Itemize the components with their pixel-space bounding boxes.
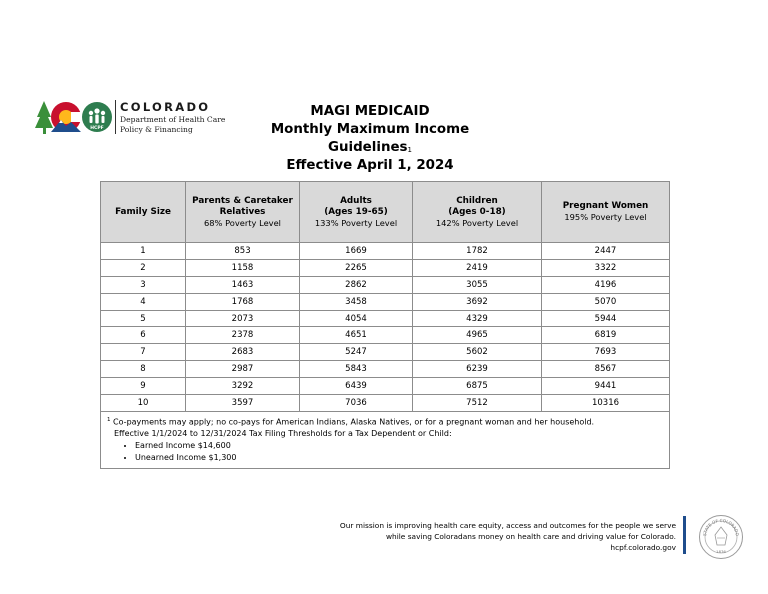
- table-row: [101, 395, 670, 412]
- table-header-row: [101, 182, 670, 243]
- cell-adults: 4054: [300, 310, 413, 327]
- cell-adults: 4651: [300, 327, 413, 344]
- cell-parents: 2073: [186, 310, 300, 327]
- cell-family-size: 3: [101, 276, 186, 293]
- seal-text: STATE OF COLORADO: [702, 517, 741, 537]
- table-row: [101, 327, 670, 344]
- cell-family-size: 1: [101, 243, 186, 260]
- title-line-2-text: Monthly Maximum Income Guidelines: [270, 122, 470, 155]
- cell-family-size: 4: [101, 293, 186, 310]
- cell-children: 6875: [413, 378, 542, 395]
- title-line-3: Effective April 1, 2024: [286, 158, 454, 173]
- threshold-list: [107, 440, 665, 464]
- cell-children: 4965: [413, 327, 542, 344]
- cell-children: 1782: [413, 243, 542, 260]
- col-parents-caretakers: [186, 182, 300, 243]
- cell-adults: 5247: [300, 344, 413, 361]
- table-row: [101, 361, 670, 378]
- cell-adults: 5843: [300, 361, 413, 378]
- org-name: COLORADO: [120, 100, 211, 114]
- col-adults-subtitle: (Ages 19-65): [324, 206, 388, 217]
- col-pregnant-title: Pregnant Women: [562, 201, 649, 211]
- department-line-1: Department of Health Care: [120, 115, 226, 124]
- list-item: • Earned Income $14,600: [135, 440, 665, 452]
- colorado-logo-icon: [35, 98, 115, 138]
- cell-family-size: 7: [101, 344, 186, 361]
- cell-family-size: 8: [101, 361, 186, 378]
- footnote-text: [107, 415, 665, 428]
- cell-family-size: 5: [101, 310, 186, 327]
- cell-adults: 3458: [300, 293, 413, 310]
- cell-children: 6239: [413, 361, 542, 378]
- footer-accent-bar: [683, 516, 686, 554]
- cell-pregnant: 3322: [542, 259, 670, 276]
- footnote-cell: [101, 411, 670, 468]
- income-guidelines-table: [100, 181, 670, 469]
- cell-family-size: 10: [101, 395, 186, 412]
- cell-parents: 2987: [186, 361, 300, 378]
- cell-pregnant: 9441: [542, 378, 670, 395]
- mission-line-2: while saving Coloradans money on health care and driving value for Colorado.: [385, 532, 676, 541]
- cell-parents: 2683: [186, 344, 300, 361]
- title-footnote-marker: 1: [407, 146, 412, 154]
- cell-children: 3692: [413, 293, 542, 310]
- hcpf-badge-text: HCPF: [90, 126, 104, 131]
- logo-divider: [115, 100, 116, 134]
- cell-parents: 2378: [186, 327, 300, 344]
- cell-parents: 853: [186, 243, 300, 260]
- col-parents-title: Parents & Caretaker: [192, 195, 293, 206]
- cell-pregnant: 5944: [542, 310, 670, 327]
- col-children-subtitle: (Ages 0-18): [448, 206, 506, 217]
- document-title: [230, 103, 510, 175]
- cell-parents: 1768: [186, 293, 300, 310]
- col-children-level: 142% Poverty Level: [435, 217, 519, 228]
- cell-parents: 1463: [186, 276, 300, 293]
- mission-line-1: Our mission is improving health care equity, access and outcomes for the people we serve: [339, 521, 676, 530]
- col-pregnant-women: [542, 182, 670, 243]
- cell-children: 4329: [413, 310, 542, 327]
- cell-pregnant: 8567: [542, 361, 670, 378]
- table-row: [101, 310, 670, 327]
- col-parents-subtitle: Relatives: [219, 206, 266, 217]
- title-line-2: [230, 121, 510, 157]
- cell-adults: 2265: [300, 259, 413, 276]
- col-children: [413, 182, 542, 243]
- list-item: • Unearned Income $1,300: [135, 452, 665, 464]
- hcpf-logo: [35, 98, 250, 138]
- col-family-size-title: Family Size: [115, 206, 171, 217]
- table-row: [101, 243, 670, 260]
- table-row: [101, 259, 670, 276]
- cell-children: 2419: [413, 259, 542, 276]
- cell-children: 5602: [413, 344, 542, 361]
- cell-children: 7512: [413, 395, 542, 412]
- footnote-marker: 1: [107, 416, 111, 423]
- seal-year: 1876: [716, 549, 726, 554]
- cell-pregnant: 7693: [542, 344, 670, 361]
- cell-pregnant: 5070: [542, 293, 670, 310]
- cell-parents: 3292: [186, 378, 300, 395]
- footnote-row: [101, 411, 670, 468]
- cell-parents: 3597: [186, 395, 300, 412]
- cell-adults: 1669: [300, 243, 413, 260]
- col-family-size: [101, 182, 186, 243]
- title-line-1: MAGI MEDICAID: [310, 104, 430, 119]
- col-adults-level: 133% Poverty Level: [314, 217, 398, 228]
- table-row: [101, 378, 670, 395]
- footnote-tax-threshold: Effective 1/1/2024 to 12/31/2024 Tax Filing Thresholds for a Tax Dependent or Child:: [114, 428, 452, 438]
- col-pregnant-level: 195% Poverty Level: [564, 212, 647, 222]
- footnote-copay: Co-payments may apply; no co-pays for American Indians, Alaska Natives, or for a pregnant woman and her household.: [113, 417, 595, 427]
- table-row: [101, 344, 670, 361]
- cell-family-size: 6: [101, 327, 186, 344]
- col-adults-title: Adults: [340, 195, 372, 206]
- cell-adults: 6439: [300, 378, 413, 395]
- cell-adults: 7036: [300, 395, 413, 412]
- department-name: [120, 115, 225, 134]
- col-parents-level: 68% Poverty Level: [204, 217, 281, 228]
- cell-pregnant: 4196: [542, 276, 670, 293]
- department-line-2: Policy & Financing: [120, 124, 193, 134]
- cell-family-size: 2: [101, 259, 186, 276]
- cell-pregnant: 6819: [542, 327, 670, 344]
- cell-adults: 2862: [300, 276, 413, 293]
- website-link[interactable]: hcpf.colorado.gov: [610, 543, 676, 552]
- cell-children: 3055: [413, 276, 542, 293]
- cell-family-size: 9: [101, 378, 186, 395]
- cell-pregnant: 10316: [542, 395, 670, 412]
- col-adults: [300, 182, 413, 243]
- table-row: [101, 276, 670, 293]
- cell-parents: 1158: [186, 259, 300, 276]
- mission-statement: [296, 520, 676, 553]
- col-children-title: Children: [456, 195, 498, 206]
- state-seal-icon: [698, 514, 744, 560]
- cell-pregnant: 2447: [542, 243, 670, 260]
- table-row: [101, 293, 670, 310]
